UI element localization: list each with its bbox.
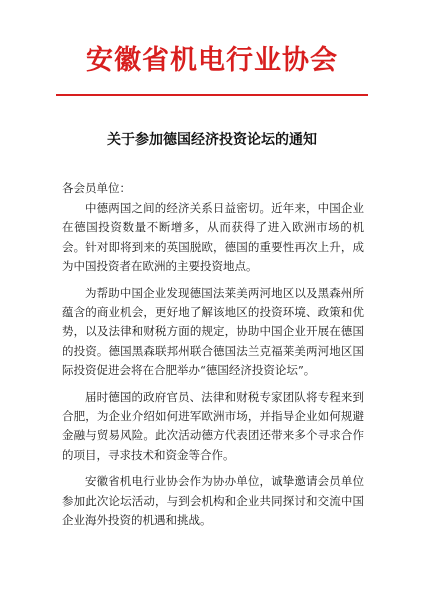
header-divider [56,94,368,96]
body-paragraph: 为帮助中国企业发现德国法莱美两河地区以及黑森州所蕴含的商业机会，更好地了解该地区的投资环境、政策和优势，以及法律和财税方面的规定，协助中国企业开展在德国的投资。德国黑森联邦州联合德国法兰克福莱美两河地区国际投资促进会将在合肥举办“德国经济投资论坛”。 [62,285,364,378]
body-paragraph: 中德两国之间的经济关系日益密切。近年来，中国企业在德国投资数量不断增多，从而获得了进入欧洲市场的机会。针对即将到来的英国脱欧，德国的重要性再次上升，成为中国投资者在欧洲的主要投资地点。 [62,201,364,274]
notice-body [62,199,364,538]
body-paragraph: 届时德国的政府官员、法律和财税专家团队将专程来到合肥，为企业介绍如何进军欧洲市场，并指导企业如何规避金融与贸易风险。此次活动德方代表团还带来多个寻求合作的项目，寻求技术和资金等合作。 [62,389,364,462]
salutation: 各会员单位： [62,181,131,195]
body-paragraph: 安徽省机电行业协会作为协办单位，诚挚邀请会员单位参加此次论坛活动，与到会机构和企业共同探讨和交流中国企业海外投资的机遇和挑战。 [62,474,364,528]
notice-title: 关于参加德国经济投资论坛的通知 [107,132,317,148]
organization-header: 安徽省机电行业协会 [86,45,338,76]
